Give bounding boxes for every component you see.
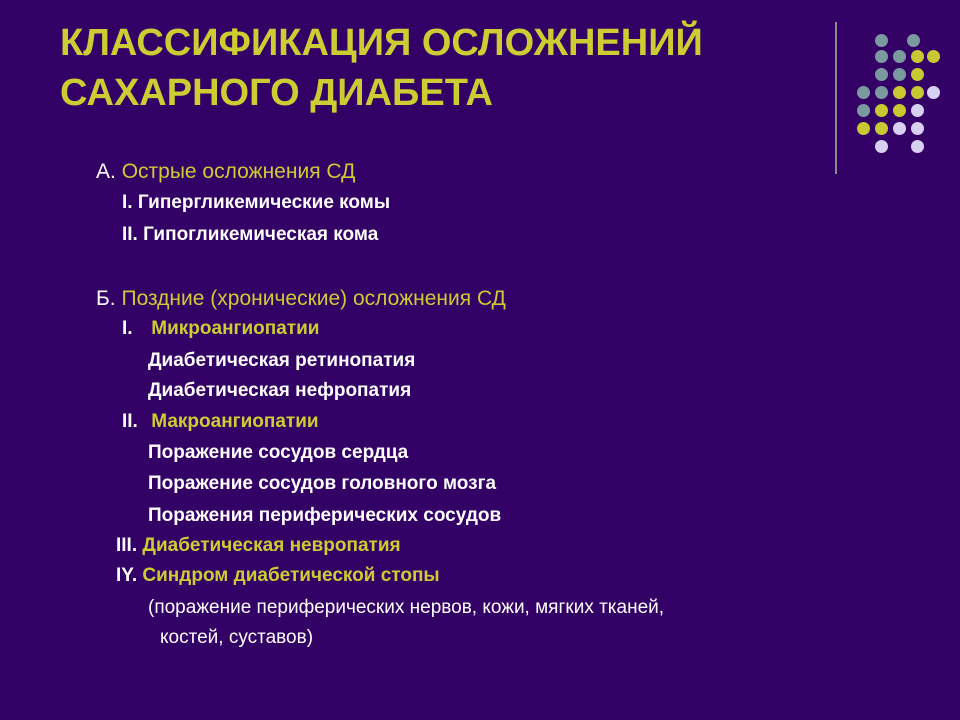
list-item: Поражение сосудов сердца bbox=[148, 442, 409, 463]
group-number: IY. bbox=[116, 565, 138, 586]
list-item: Поражения периферических сосудов bbox=[148, 505, 502, 526]
item-number: II. bbox=[122, 224, 138, 245]
section-a-title: Острые осложнения СД bbox=[121, 160, 356, 183]
title-line-2: САХАРНОГО ДИАБЕТА bbox=[60, 72, 493, 114]
group-title: Синдром диабетической стопы bbox=[142, 565, 440, 586]
note-line-1: (поражение периферических нервов, кожи, мягких тканей, bbox=[148, 597, 665, 618]
group-title: Диабетическая невропатия bbox=[142, 535, 401, 556]
item-text: Гипогликемическая кома bbox=[143, 224, 379, 245]
section-a-marker: А. bbox=[96, 160, 116, 183]
list-item: Диабетическая ретинопатия bbox=[148, 350, 416, 371]
section-a-heading bbox=[96, 160, 355, 184]
list-item bbox=[122, 192, 390, 214]
item-number: I. bbox=[122, 192, 133, 213]
note-line-2: костей, суставов) bbox=[160, 627, 314, 648]
section-b-marker: Б. bbox=[96, 287, 116, 310]
group-number: III. bbox=[116, 535, 138, 556]
group-number: II. bbox=[122, 411, 138, 432]
group-heading bbox=[122, 318, 319, 340]
group-title: Макроангиопатии bbox=[151, 411, 319, 432]
group-heading bbox=[122, 411, 319, 433]
group-number: I. bbox=[122, 318, 133, 339]
title-line-1: КЛАССИФИКАЦИЯ ОСЛОЖНЕНИЙ bbox=[60, 22, 703, 64]
list-item: Диабетическая нефропатия bbox=[148, 380, 412, 401]
group-heading bbox=[116, 565, 440, 587]
group-title: Микроангиопатии bbox=[151, 318, 320, 339]
list-item: Поражение сосудов головного мозга bbox=[148, 473, 497, 494]
group-heading bbox=[116, 535, 401, 557]
item-text: Гипергликемические комы bbox=[137, 192, 391, 213]
list-item bbox=[122, 224, 378, 246]
section-b-heading bbox=[96, 287, 506, 311]
section-b-title: Поздние (хронические) осложнения СД bbox=[121, 287, 506, 310]
